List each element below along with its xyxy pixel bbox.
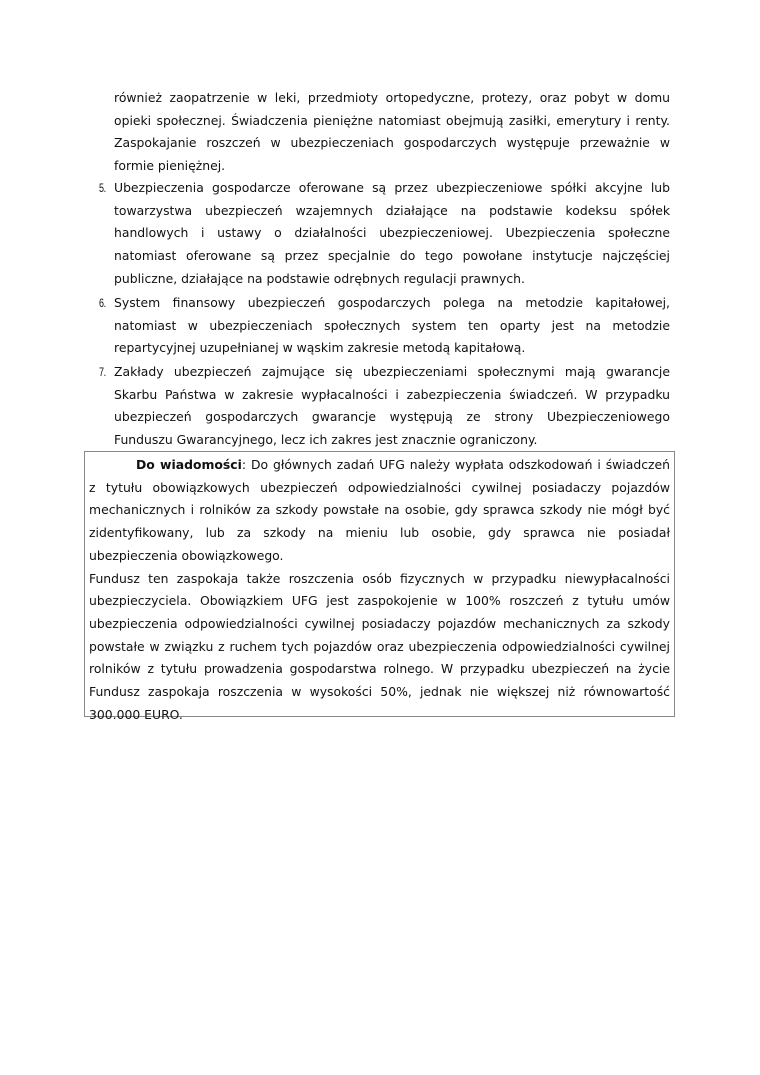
list-item-text: Ubezpieczenia gospodarcze oferowane są przez ubezpieczeniowe spółki akcyjne lub towarzystwa ubezpieczeń wzajemnych działające na podstawie kodeksu spółek handlowych i ustawy o działalności ubezpieczeniowej. Ubezpieczenia społeczne natomiast oferowane są przez specjalnie do tego powołane instytucje najczęściej publiczne, działające na podstawie odrębnych regulacji prawnych. [114,180,670,286]
note-paragraph-1 [89,454,670,568]
list-item-text: System finansowy ubezpieczeń gospodarczych polega na metodzie kapitałowej, natomiast w ubezpieczeniach społecznych system ten oparty jest na metodzie repartycyjnej uzupełnianej w wąskim zakresie metodą kapitałową. [114,295,670,356]
list-number: 5. [99,181,106,195]
list-item-7 [99,361,670,452]
list-item-6 [99,292,670,360]
list-item-5 [99,177,670,291]
list-item-text: Zakłady ubezpieczeń zajmujące się ubezpieczeniami społecznymi mają gwarancje Skarbu Państwa w zakresie wypłacalności i zabezpieczenia świadczeń. W przypadku ubezpieczeń gospodarczych gwarancje występują ze strony Ubezpieczeniowego Funduszu Gwarancyjnego, lecz ich zakres jest znacznie ograniczony. [114,364,670,448]
continuation-paragraph: również zaopatrzenie w leki, przedmioty ortopedyczne, protezy, oraz pobyt w domu opieki społecznej. Świadczenia pieniężne natomiast obejmują zasiłki, emerytury i renty. Zaspokajanie roszczeń w ubezpieczeniach gospodarczych występuje przeważnie w formie pieniężnej. [114,90,670,174]
list-number: 6. [99,296,106,310]
note-paragraph-2: Fundusz ten zaspokaja także roszczenia osób fizycznych w przypadku niewypłacalności ubezpieczyciela. Obowiązkiem UFG jest zaspokojenie w 100% roszczeń z tytułu umów ubezpieczenia odpowiedzialności cywilnej posiadaczy pojazdów mechanicznych za szkody powstałe w związku z ruchem tych pojazdów oraz ubezpieczenia odpowiedzialności cywilnej rolników z tytułu prowadzenia gospodarstwa rolnego. W przypadku ubezpieczeń na życie Fundusz zaspokaja roszczenia w wysokości 50%, jednak nie większej niż równowartość 300.000 EURO. [89,570,670,722]
note-box [84,451,675,722]
list-number: 7. [99,365,106,379]
note-heading: Do wiadomości [136,457,242,472]
note-paragraph-1-text: : Do głównych zadań UFG należy wypłata odszkodowań i świadczeń z tytułu obowiązkowych ubezpieczeń odpowiedzialności cywilnej posiadaczy pojazdów mechanicznych i rolników za szkody powstałe na osobie, gdy sprawca szkody nie mógł być zidentyfikowany, lub za szkody na mieniu lub osobie, gdy sprawca nie posiadał ubezpieczenia obowiązkowego. [89,457,670,563]
